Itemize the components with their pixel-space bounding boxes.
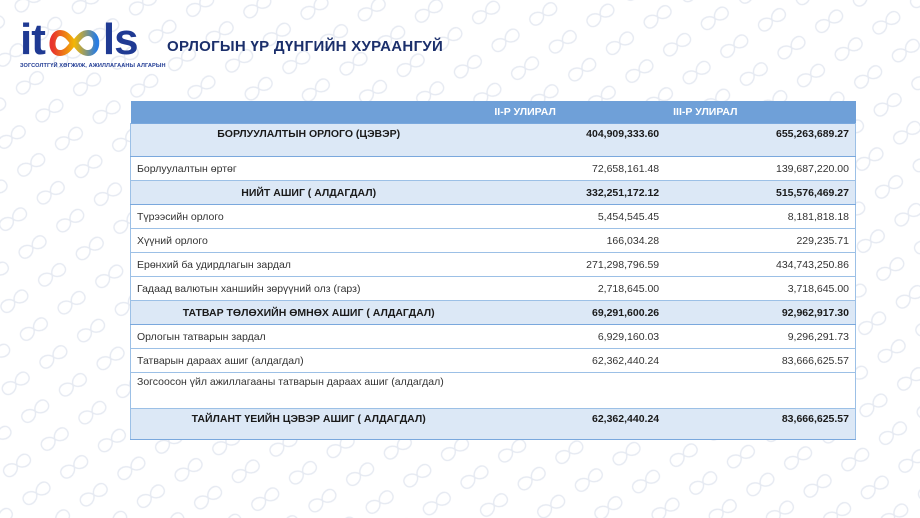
row-value-q2: 6,929,160.03 [486,325,665,349]
row-value-q3: 434,743,250.86 [665,253,855,277]
row-value-q3: 229,235.71 [665,229,855,253]
row-value-q2: 62,362,440.24 [486,349,665,373]
row-label: НИЙТ АШИГ ( АЛДАГДАЛ) [131,181,487,205]
row-value-q3 [665,373,855,409]
row-value-q2: 62,362,440.24 [486,409,665,440]
row-label: Орлогын татварын зардал [131,325,487,349]
table-row [131,157,856,181]
table-row [131,373,856,409]
row-label: Татварын дараах ашиг (алдагдал) [131,349,487,373]
logo-wordmark: i t ls [20,15,138,64]
row-label: Зогсоосон үйл ажиллагааны татварын дараах ашиг (алдагдал) [131,373,487,409]
row-value-q2: 271,298,796.59 [486,253,665,277]
table-header-row [131,101,856,124]
row-value-q3: 3,718,645.00 [665,277,855,301]
infinity-icon [46,29,102,57]
row-value-q2: 332,251,172.12 [486,181,665,205]
header-label-col [131,101,487,124]
table-row [131,205,856,229]
table-row [131,229,856,253]
itools-logo [20,15,166,76]
row-value-q3: 83,666,625.57 [665,349,855,373]
logo-tagline: ЗОГСОЛТГҮЙ ХӨГЖИЖ, АЖИЛЛАГААНЫ АЛГАРЫН [20,63,166,69]
page-title: ОРЛОГЫН ҮР ДҮНГИЙН ХУРААНГУЙ [167,38,444,55]
row-value-q2: 2,718,645.00 [486,277,665,301]
table-row [131,277,856,301]
row-label: Түрээсийн орлого [131,205,487,229]
income-summary-table [130,101,856,440]
row-label: Хүүний орлого [131,229,487,253]
table-row [131,181,856,205]
table-row [131,253,856,277]
header-q3: III-Р УЛИРАЛ [665,101,855,124]
row-label: БОРЛУУЛАЛТЫН ОРЛОГО (ЦЭВЭР) [131,124,487,157]
row-value-q3: 92,962,917.30 [665,301,855,325]
row-label: ТАТВАР ТӨЛӨХИЙН ӨМНӨХ АШИГ ( АЛДАГДАЛ) [131,301,487,325]
row-label: Гадаад валютын ханшийн зөрүүний олз (гарз) [131,277,487,301]
row-value-q2 [486,373,665,409]
row-value-q2: 166,034.28 [486,229,665,253]
table-row [131,325,856,349]
row-value-q3: 139,687,220.00 [665,157,855,181]
table-row [131,349,856,373]
row-value-q3: 8,181,818.18 [665,205,855,229]
row-value-q2: 5,454,545.45 [486,205,665,229]
row-value-q3: 655,263,689.27 [665,124,855,157]
row-value-q3: 83,666,625.57 [665,409,855,440]
row-value-q3: 515,576,469.27 [665,181,855,205]
header-q2: II-Р УЛИРАЛ [486,101,665,124]
row-value-q2: 72,658,161.48 [486,157,665,181]
row-label: Ерөнхий ба удирдлагын зардал [131,253,487,277]
row-value-q2: 404,909,333.60 [486,124,665,157]
table-row [131,409,856,440]
table-row [131,124,856,157]
row-label: ТАЙЛАНТ ҮЕИЙН ЦЭВЭР АШИГ ( АЛДАГДАЛ) [131,409,487,440]
row-value-q3: 9,296,291.73 [665,325,855,349]
row-label: Борлуулалтын өртөг [131,157,487,181]
table-row [131,301,856,325]
row-value-q2: 69,291,600.26 [486,301,665,325]
